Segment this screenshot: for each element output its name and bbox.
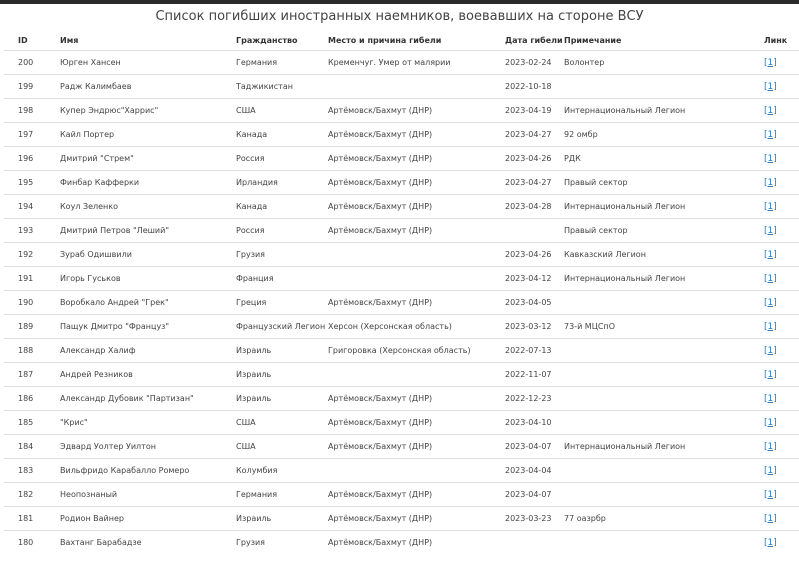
cell-link — [764, 459, 799, 483]
cell-note: Правый сектор — [564, 219, 764, 243]
table-row — [4, 267, 799, 291]
cell-name: Кайл Портер — [60, 123, 236, 147]
cell-note: 73-й МЦСпО — [564, 315, 764, 339]
source-link[interactable]: [1] — [764, 201, 777, 212]
cell-date: 2023-04-07 — [505, 483, 564, 507]
cell-link — [764, 291, 799, 315]
source-link[interactable]: [1] — [764, 537, 777, 548]
cell-citizenship: Французский Легион — [236, 315, 328, 339]
cell-citizenship: Канада — [236, 195, 328, 219]
table-row — [4, 243, 799, 267]
cell-citizenship: США — [236, 411, 328, 435]
cell-id: 193 — [4, 219, 60, 243]
table-header-row — [4, 30, 799, 51]
cell-link — [764, 243, 799, 267]
cell-name: Финбар Кафферки — [60, 171, 236, 195]
cell-link — [764, 363, 799, 387]
source-link[interactable]: [1] — [764, 465, 777, 476]
page-title: Список погибших иностранных наемников, воевавших на стороне ВСУ — [155, 9, 644, 24]
cell-place: Артёмовск/Бахмут (ДНР) — [328, 435, 505, 459]
cell-link — [764, 99, 799, 123]
cell-citizenship: Россия — [236, 219, 328, 243]
cell-link — [764, 411, 799, 435]
table-row — [4, 195, 799, 219]
table-row — [4, 147, 799, 171]
cell-name: Пащук Дмитро "Француз" — [60, 315, 236, 339]
cell-citizenship: Израиль — [236, 339, 328, 363]
cell-note — [564, 459, 764, 483]
cell-id: 182 — [4, 483, 60, 507]
cell-name: Дмитрий "Стрем" — [60, 147, 236, 171]
cell-id: 199 — [4, 75, 60, 99]
cell-note — [564, 363, 764, 387]
cell-link — [764, 315, 799, 339]
cell-note: Правый сектор — [564, 171, 764, 195]
cell-note — [564, 387, 764, 411]
source-link[interactable]: [1] — [764, 393, 777, 404]
cell-date: 2023-04-28 — [505, 195, 564, 219]
cell-name: Андрей Резников — [60, 363, 236, 387]
cell-name: Воробкало Андрей "Грек" — [60, 291, 236, 315]
cell-link — [764, 507, 799, 531]
source-link[interactable]: [1] — [764, 489, 777, 500]
cell-citizenship: Израиль — [236, 507, 328, 531]
cell-note — [564, 339, 764, 363]
cell-id: 195 — [4, 171, 60, 195]
cell-place: Херсон (Херсонская область) — [328, 315, 505, 339]
cell-name: Александр Дубовик "Партизан" — [60, 387, 236, 411]
table-row — [4, 435, 799, 459]
cell-link — [764, 147, 799, 171]
cell-citizenship: Греция — [236, 291, 328, 315]
cell-link — [764, 171, 799, 195]
source-link[interactable]: [1] — [764, 297, 777, 308]
cell-date: 2023-03-12 — [505, 315, 564, 339]
cell-place: Артёмовск/Бахмут (ДНР) — [328, 387, 505, 411]
source-link[interactable]: [1] — [764, 177, 777, 188]
cell-name: Зураб Одишвили — [60, 243, 236, 267]
cell-note: 77 оазрбр — [564, 507, 764, 531]
table-row — [4, 411, 799, 435]
cell-citizenship: Канада — [236, 123, 328, 147]
cell-link — [764, 339, 799, 363]
cell-id: 197 — [4, 123, 60, 147]
source-link[interactable]: [1] — [764, 513, 777, 524]
table-row — [4, 315, 799, 339]
cell-note — [564, 291, 764, 315]
cell-date: 2023-04-26 — [505, 243, 564, 267]
cell-name: "Крис" — [60, 411, 236, 435]
cell-id: 188 — [4, 339, 60, 363]
cell-place: Артёмовск/Бахмут (ДНР) — [328, 219, 505, 243]
cell-name: Игорь Гуськов — [60, 267, 236, 291]
cell-name: Неопознаный — [60, 483, 236, 507]
header-id: ID — [18, 35, 28, 45]
casualties-table — [4, 30, 799, 554]
cell-citizenship: Грузия — [236, 531, 328, 555]
cell-citizenship: Таджикистан — [236, 75, 328, 99]
cell-date: 2023-02-24 — [505, 51, 564, 75]
cell-date: 2023-03-23 — [505, 507, 564, 531]
cell-link — [764, 387, 799, 411]
cell-date: 2023-04-10 — [505, 411, 564, 435]
cell-id: 189 — [4, 315, 60, 339]
source-link[interactable]: [1] — [764, 105, 777, 116]
table-body — [4, 51, 799, 555]
cell-note — [564, 411, 764, 435]
cell-link — [764, 531, 799, 555]
cell-place — [328, 267, 505, 291]
cell-date: 2023-04-07 — [505, 435, 564, 459]
cell-place: Артёмовск/Бахмут (ДНР) — [328, 531, 505, 555]
cell-id: 184 — [4, 435, 60, 459]
table-row — [4, 363, 799, 387]
cell-name: Родион Вайнер — [60, 507, 236, 531]
cell-note: Интернациональный Легион — [564, 267, 764, 291]
cell-note: Интернациональный Легион — [564, 195, 764, 219]
cell-id: 180 — [4, 531, 60, 555]
top-bar — [0, 0, 799, 4]
cell-citizenship: США — [236, 99, 328, 123]
cell-date: 2023-04-19 — [505, 99, 564, 123]
cell-name: Дмитрий Петров "Леший" — [60, 219, 236, 243]
cell-link — [764, 75, 799, 99]
cell-date: 2022-11-07 — [505, 363, 564, 387]
source-link[interactable]: [1] — [764, 153, 777, 164]
cell-date — [505, 219, 564, 243]
table-row — [4, 531, 799, 555]
cell-date: 2022-12-23 — [505, 387, 564, 411]
cell-name: Вильфридо Карабалло Ромеро — [60, 459, 236, 483]
cell-link — [764, 267, 799, 291]
cell-id: 181 — [4, 507, 60, 531]
cell-citizenship: Германия — [236, 483, 328, 507]
cell-citizenship: Израиль — [236, 387, 328, 411]
cell-id: 190 — [4, 291, 60, 315]
cell-name: Эдвард Уолтер Уилтон — [60, 435, 236, 459]
table-row — [4, 339, 799, 363]
table-row — [4, 459, 799, 483]
cell-id: 191 — [4, 267, 60, 291]
cell-name: Коул Зеленко — [60, 195, 236, 219]
cell-id: 187 — [4, 363, 60, 387]
cell-place: Кременчуг. Умер от малярии — [328, 51, 505, 75]
cell-link — [764, 195, 799, 219]
cell-note: Интернациональный Легион — [564, 435, 764, 459]
cell-citizenship: Грузия — [236, 243, 328, 267]
table-row — [4, 75, 799, 99]
table-row — [4, 507, 799, 531]
cell-citizenship: Колумбия — [236, 459, 328, 483]
table-row — [4, 51, 799, 75]
cell-place — [328, 459, 505, 483]
header-citizenship: Гражданство — [236, 35, 298, 45]
source-link[interactable]: [1] — [764, 273, 777, 284]
cell-link — [764, 483, 799, 507]
cell-date: 2023-04-05 — [505, 291, 564, 315]
cell-id: 194 — [4, 195, 60, 219]
cell-name: Радж Калимбаев — [60, 75, 236, 99]
table-row — [4, 291, 799, 315]
source-link[interactable]: [1] — [764, 81, 777, 92]
source-link[interactable]: [1] — [764, 57, 777, 68]
cell-date: 2023-04-27 — [505, 171, 564, 195]
header-place: Место и причина гибели — [328, 35, 442, 45]
header-name: Имя — [60, 35, 79, 45]
header-note: Примечание — [564, 35, 622, 45]
table-row — [4, 219, 799, 243]
cell-id: 200 — [4, 51, 60, 75]
cell-citizenship: Ирландия — [236, 171, 328, 195]
table-row — [4, 171, 799, 195]
cell-link — [764, 435, 799, 459]
source-link[interactable]: [1] — [764, 441, 777, 452]
cell-id: 198 — [4, 99, 60, 123]
source-link[interactable]: [1] — [764, 321, 777, 332]
cell-id: 185 — [4, 411, 60, 435]
cell-date: 2022-10-18 — [505, 75, 564, 99]
cell-place: Артёмовск/Бахмут (ДНР) — [328, 195, 505, 219]
cell-name: Юрген Хансен — [60, 51, 236, 75]
cell-note — [564, 531, 764, 555]
cell-place: Артёмовск/Бахмут (ДНР) — [328, 411, 505, 435]
cell-name: Вахтанг Барабадзе — [60, 531, 236, 555]
cell-note: Кавказский Легион — [564, 243, 764, 267]
cell-date: 2023-04-04 — [505, 459, 564, 483]
cell-place — [328, 363, 505, 387]
cell-date: 2022-07-13 — [505, 339, 564, 363]
cell-id: 183 — [4, 459, 60, 483]
table-row — [4, 123, 799, 147]
source-link[interactable]: [1] — [764, 417, 777, 428]
cell-place: Артёмовск/Бахмут (ДНР) — [328, 99, 505, 123]
table-row — [4, 387, 799, 411]
cell-note: Волонтер — [564, 51, 764, 75]
cell-place: Артёмовск/Бахмут (ДНР) — [328, 507, 505, 531]
cell-citizenship: США — [236, 435, 328, 459]
cell-date: 2023-04-12 — [505, 267, 564, 291]
cell-note: 92 омбр — [564, 123, 764, 147]
table-row — [4, 483, 799, 507]
source-link[interactable]: [1] — [764, 345, 777, 356]
cell-name: Александр Халиф — [60, 339, 236, 363]
source-link[interactable]: [1] — [764, 129, 777, 140]
cell-id: 186 — [4, 387, 60, 411]
cell-date — [505, 531, 564, 555]
cell-note — [564, 483, 764, 507]
cell-place: Григоровка (Херсонская область) — [328, 339, 505, 363]
cell-date: 2023-04-27 — [505, 123, 564, 147]
cell-note: РДК — [564, 147, 764, 171]
cell-citizenship: Израиль — [236, 363, 328, 387]
table-row — [4, 99, 799, 123]
cell-note — [564, 75, 764, 99]
cell-name: Купер Эндрюс"Харрис" — [60, 99, 236, 123]
cell-place: Артёмовск/Бахмут (ДНР) — [328, 483, 505, 507]
cell-date: 2023-04-26 — [505, 147, 564, 171]
cell-citizenship: Германия — [236, 51, 328, 75]
cell-id: 196 — [4, 147, 60, 171]
header-date: Дата гибели — [505, 35, 563, 45]
cell-id: 192 — [4, 243, 60, 267]
cell-note: Интернациональный Легион — [564, 99, 764, 123]
cell-place: Артёмовск/Бахмут (ДНР) — [328, 171, 505, 195]
source-link[interactable]: [1] — [764, 369, 777, 380]
cell-link — [764, 51, 799, 75]
cell-link — [764, 123, 799, 147]
header-link: Линк — [764, 35, 788, 45]
source-link[interactable]: [1] — [764, 249, 777, 260]
cell-place — [328, 75, 505, 99]
cell-place — [328, 243, 505, 267]
cell-citizenship: Россия — [236, 147, 328, 171]
source-link[interactable]: [1] — [764, 225, 777, 236]
cell-place: Артёмовск/Бахмут (ДНР) — [328, 291, 505, 315]
cell-link — [764, 219, 799, 243]
cell-place: Артёмовск/Бахмут (ДНР) — [328, 147, 505, 171]
cell-citizenship: Франция — [236, 267, 328, 291]
cell-place: Артёмовск/Бахмут (ДНР) — [328, 123, 505, 147]
